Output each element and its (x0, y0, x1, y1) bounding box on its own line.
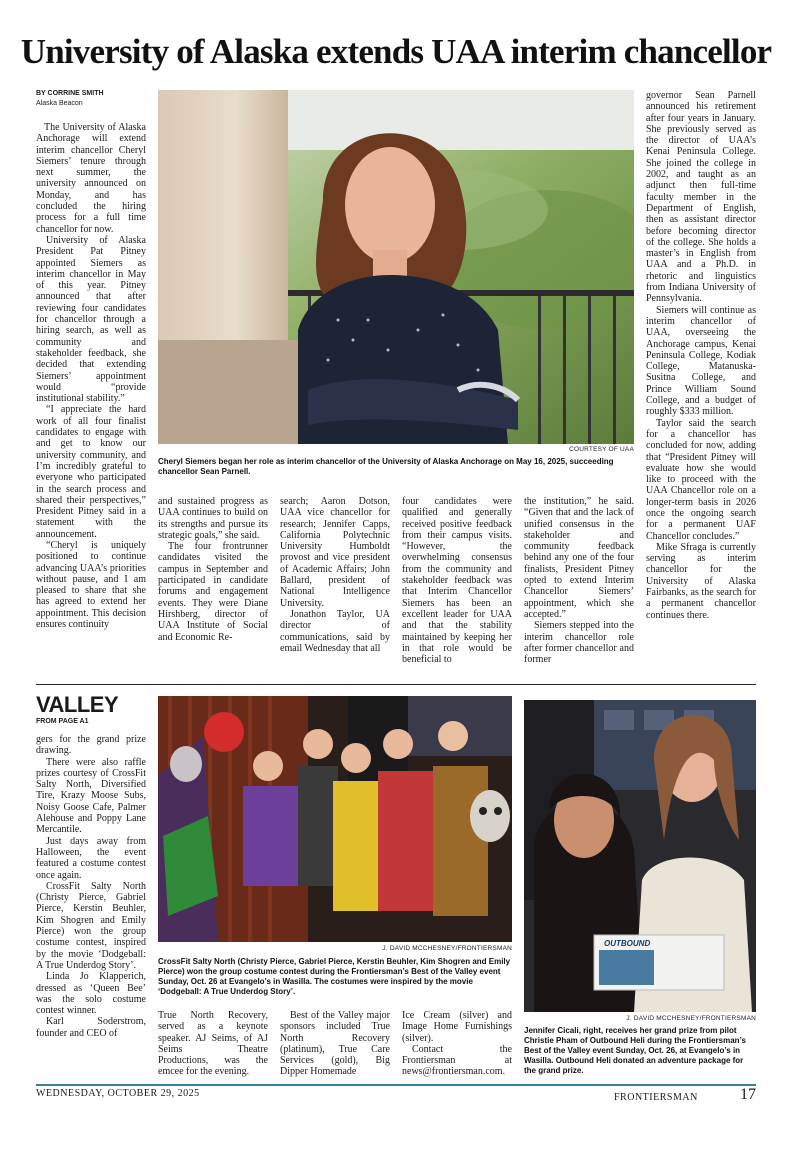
article-paragraph: Linda Jo Klapperich, dressed as ‘Queen Bee’ was the solo costume contest winner. (36, 971, 146, 1017)
valley-col-2 (158, 1010, 268, 1078)
valley-jump: FROM PAGE A1 (36, 718, 89, 725)
section-divider (36, 684, 756, 685)
main-photo-credit: COURTESY OF UAA (569, 446, 634, 453)
article-paragraph: Jonathon Taylor, UA director of communications, said by email Wednesday that all (280, 608, 390, 654)
article-col-2 (158, 496, 268, 643)
costume-photo-credit: J. DAVID MCCHESNEY/FRONTIERSMAN (382, 945, 512, 952)
prize-photo-caption: Jennifer Cicali, right, receives her grand prize from pilot Christie Pham of Outbound Heli during the Frontiersman’s Best of the Valley event Sunday, Oct. 26, at Evangelo’s in Wasilla. Outbound Heli donated an adventure package for the grand prize. (524, 1026, 746, 1075)
article-paragraph: True North Recovery, served as a keynote speaker. AJ Seims, of AJ Seims Theatre Productions, was the emcee for the evening. (158, 1010, 268, 1078)
footer-rule (36, 1084, 756, 1086)
article-paragraph: Taylor said the search for a chancellor has concluded for now, adding that “President Pitney will evaluate how she would like to proceed with the UAA Chancellor role on a longer-term basis in 2026 once the ongoing search for a permanent UAF Chancellor concludes.” (646, 417, 756, 542)
valley-col-4 (402, 1010, 512, 1078)
article-col-6 (646, 90, 756, 621)
article-paragraph: “Cheryl is uniquely positioned to continue advancing UAA’s priorities without pause, and I am pleased to share that she has agreed to extend her appointment. This decision ensures continuity (36, 539, 146, 631)
footer-paper: FRONTIERSMAN (614, 1092, 698, 1103)
byline-author: BY CORRINE SMITH (36, 90, 104, 97)
article-paragraph: search; Aaron Dotson, UAA vice chancellor for research; Jennifer Capps, California Polytechnic University Humboldt provost and vice president of Academic Affairs; John Ballard, president of National Intelligence University. (280, 496, 390, 609)
article-paragraph: Ice Cream (silver) and Image Home Furnishings (silver). (402, 1010, 512, 1044)
article-paragraph: governor Sean Parnell announced his retirement after four years in January. She previously served as the director of UAA’s Kenai Peninsula College. She joined the college in 2002, and taught as an adjunct then full-time faculty member in the Department of English, then as assistant director before becoming director of the college. She holds a master’s in English from UAA and a Ph.D. in rhetoric and linguistics from Indiana University of Pennsylvania. (646, 90, 756, 305)
article-col-5 (524, 496, 634, 665)
article-paragraph: Contact the Frontiersman at news@frontiersman.com. (402, 1043, 512, 1078)
article-paragraph: Siemers will continue as interim chancellor of UAA, overseeing the Anchorage campus, Kenai Peninsula College, Kodiak College, Matanuska-Susitna College, and Prince William Sound College, and a budget of roughly $333 million. (646, 304, 756, 418)
byline-outlet: Alaska Beacon (36, 100, 83, 107)
article-paragraph: CrossFit Salty North (Christy Pierce, Gabriel Pierce, Kerstin Beuhler, Kim Shogren and Emily Pierce) won the group costume contest, inspired by the movie ‘Dodgeball: A True Underdog Story’. (36, 880, 146, 971)
article-paragraph: Siemers stepped into the interim chancellor role after former chancellor and former (524, 620, 634, 666)
prize-photo (524, 700, 756, 1012)
main-photo (158, 90, 634, 444)
article-col-4 (402, 496, 512, 665)
article-paragraph: Mike Sfraga is currently serving as interim chancellor for the University of Alaska Fairbanks, as the search for a permanent chancellor continues there. (646, 541, 756, 621)
article-paragraph: University of Alaska President Pat Pitney appointed Siemers as interim chancellor in May of this year. Pitney announced that after reviewing four candidates for chancellor through a hiring search, as well as community and stakeholder feedback, she decided that extending Siemers’ appointment would “provide institutional stability.” (36, 234, 146, 405)
article-paragraph: “I appreciate the hard work of all four finalist candidates to engage with and get to know our university community, and I’m incredibly grateful to everyone who participated in the search process and shared their perspectives,” President Pitney said in a statement with the announcement. (36, 404, 146, 540)
costume-photo (158, 696, 512, 942)
prize-photo-credit: J. DAVID MCCHESNEY/FRONTIERSMAN (626, 1015, 756, 1022)
article-paragraph: and sustained progress as UAA continues to build on its strengths and pursue its strategic goals,” she said. (158, 496, 268, 541)
valley-col-3 (280, 1010, 390, 1078)
headline: University of Alaska extends UAA interim chancellor (20, 32, 772, 71)
prize-sign-text: OUTBOUND (604, 939, 651, 948)
article-paragraph: Karl Soderstrom, founder and CEO of (36, 1016, 146, 1039)
article-paragraph: the institution,” he said. “Given that and the lack of unified consensus in the stakeholder and community feedback behind any one of the four finalists, President Pitney opted to extend Interim Chancellor Siemers’ appointment, which she accepted.” (524, 496, 634, 620)
costume-photo-caption: CrossFit Salty North (Christy Pierce, Gabriel Pierce, Kerstin Beuhler, Kim Shogren and Emily Pierce) won the group costume contest during the Frontiersman’s Best of the Valley event Sunday, Oct. 26 at Evangelo’s in Wasilla. The costumes were inspired by the movie ‘Dodgeball: A True Underdog Story’. (158, 957, 511, 996)
article-paragraph: four candidates were qualified and generally received positive feedback from their campus visits. “However, the overwhelming consensus from the community and stakeholder feedback was that Interim Chancellor Siemers has been an excellent leader for UAA and that the stability maintained by keeping her in that role would be beneficial to (402, 496, 512, 666)
footer-date: WEDNESDAY, OCTOBER 29, 2025 (36, 1088, 200, 1099)
article-col-1 (36, 122, 146, 630)
article-paragraph: gers for the grand prize drawing. (36, 734, 146, 757)
article-paragraph: The University of Alaska Anchorage will extend interim chancellor Cheryl Siemers’ tenure through next summer, the university announced on Monday, and has concluded the hiring process for a full time chancellor for now. (36, 122, 146, 235)
article-paragraph: Best of the Valley major sponsors included True North Recovery (platinum), True Care Services (gold), Big Dipper Homemade (280, 1010, 390, 1078)
main-photo-caption: Cheryl Siemers began her role as interim chancellor of the University of Alaska Anchorage on May 16, 2025, succeeding chancellor Sean Parnell. (158, 457, 614, 476)
valley-title: VALLEY (36, 692, 119, 717)
article-paragraph: The four frontrunner candidates visited the campus in September and participated in candidate forums and engagement events. They were Diane Hirshberg, director of UAA Institute of Social and Economic Re- (158, 541, 268, 643)
valley-col-1 (36, 734, 146, 1039)
article-paragraph: There were also raffle prizes courtesy of CrossFit Salty North, Diversified Tire, Krazy Moose Subs, Noisy Goose Cafe, Palmer Alehouse and Poppy Lane Mercantile. (36, 756, 146, 836)
article-paragraph: Just days away from Halloween, the event featured a costume contest once again. (36, 835, 146, 881)
page-number: 17 (740, 1086, 756, 1103)
article-col-3 (280, 496, 390, 654)
